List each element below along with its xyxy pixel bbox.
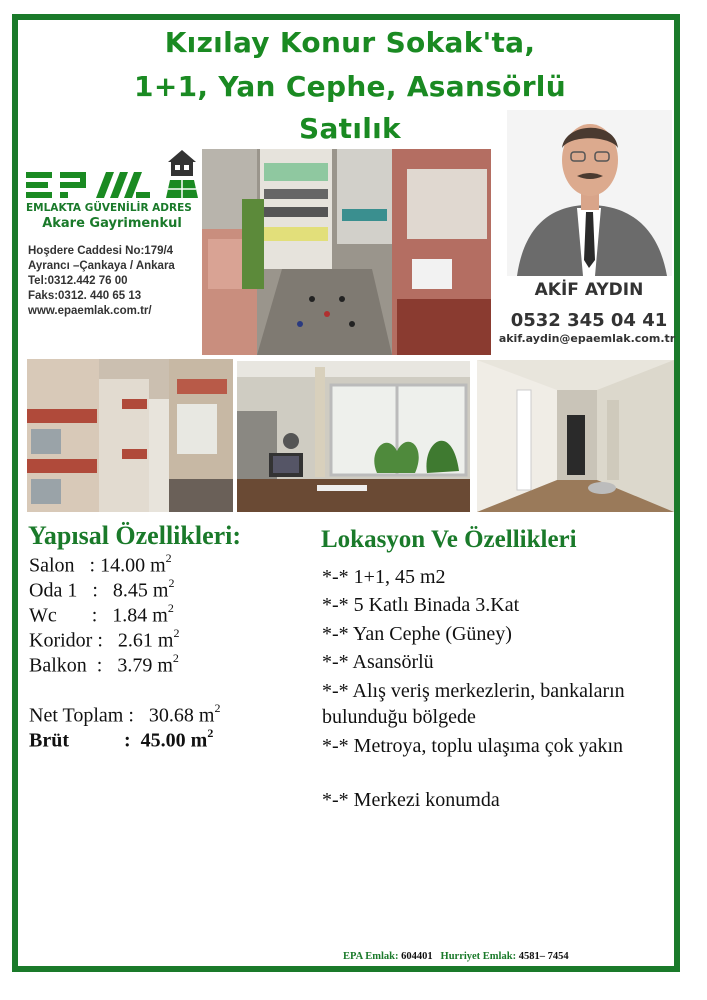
hurriyet-ref-value: 4581– 7454 [516,951,569,962]
location-item: *-* Asansörlü [322,651,434,673]
agent-name: AKİF AYDIN [534,280,644,300]
listing-references [343,951,569,962]
location-item: *-* Metroya, toplu ulaşıma çok yakın [322,735,624,757]
spec-wc: Wc : 1.84 $m^2$ [29,601,174,627]
street-view-photo [202,149,491,355]
location-item: *-* Yan Cephe (Güney) [322,623,512,645]
office-website[interactable]: www.epaemlak.com.tr/ [28,305,152,317]
office-address [28,244,208,319]
house-icon [166,150,198,198]
logo-slogan: EMLAKTA GÜVENİLİR ADRES [26,202,192,214]
title-line-1: Kızılay Konur Sokak'ta, [164,26,536,59]
spec-koridor: Koridor : 2.61 $m^2$ [29,626,180,652]
location-item: *-* Alış veriş merkezlerin, bankaların bulunduğu bölgede [322,680,625,728]
epa-ref-value: 604401 [398,951,433,962]
structural-features-heading: Yapısal Özellikleri: [28,521,242,550]
epa-logo [26,150,198,240]
spec-salon: Salon : 14.00 $m^2$ [29,551,172,577]
logo-company: Akare Gayrimenkul [42,216,182,231]
title-line-2: 1+1, Yan Cephe, Asansörlü [134,70,566,103]
building-exterior-photo [27,359,233,512]
spec-balkon: Balkon : 3.79 $m^2$ [29,651,179,677]
location-item: *-* 1+1, 45 m2 [322,566,446,588]
hurriyet-ref-label: Hurriyet Emlak: [440,951,517,962]
hallway-photo [477,360,674,512]
spec-oda: Oda 1 : 8.45 $m^2$ [29,576,175,602]
location-item: *-* 5 Katlı Binada 3.Kat [322,594,520,616]
agent-email[interactable]: akif.aydin@epaemlak.com.tr [498,332,676,345]
living-room-photo [237,361,470,512]
agent-phone[interactable]: 0532 345 04 41 [510,310,668,331]
location-heading: Lokasyon Ve Özellikleri [321,526,577,553]
spec-net-total: Net Toplam : 30.68 $m^2$ [29,701,221,727]
title-line-3: Satılık [299,112,401,145]
epa-ref-label: EPA Emlak: [343,951,399,962]
address-district: Ayrancı –Çankaya / Ankara [28,260,175,272]
office-phone: Tel:0312.442 76 00 [28,275,128,287]
address-street: Hoşdere Caddesi No:179/4 [28,245,174,257]
spec-gross-total: Brüt : 45.00 $m^2$ [29,726,214,752]
office-fax: Faks:0312. 440 65 13 [28,290,142,302]
agent-portrait [507,110,672,276]
location-item: *-* Merkezi konumda [322,789,500,811]
epa-logo-mark [26,172,150,198]
